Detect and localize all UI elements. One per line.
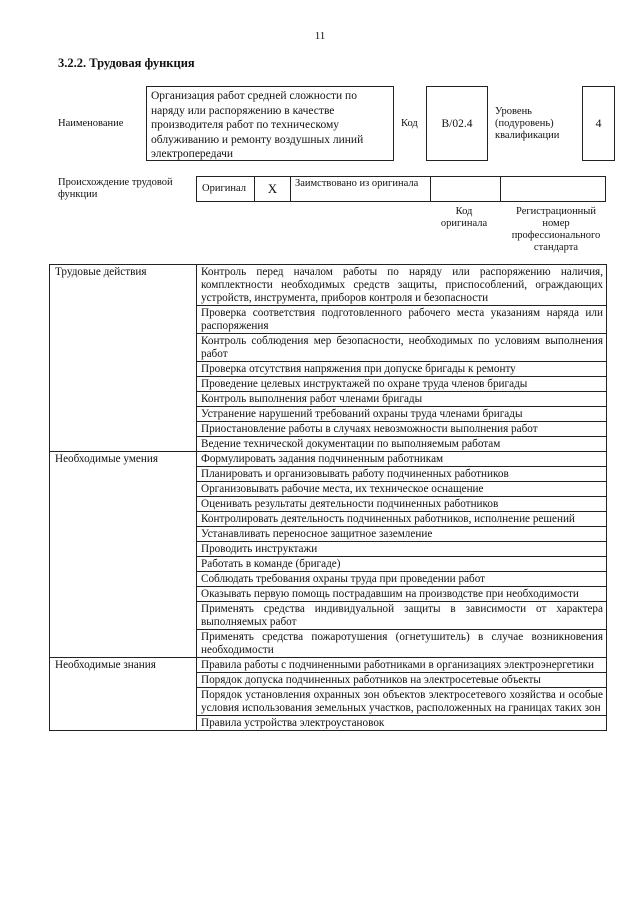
table-row — [50, 265, 607, 306]
table-cell: Применять средства индивидуальной защиты в зависимости от характера выполняемых работ — [197, 602, 607, 630]
table-cell: Проверка соответствия подготовленного рабочего места указаниям наряда или распоряжения — [197, 306, 607, 334]
table-row — [50, 658, 607, 673]
table-cell: Формулировать задания подчиненным работникам — [197, 452, 607, 467]
table-row — [50, 452, 607, 467]
borrowed-label: Заимствовано из оригинала — [291, 177, 431, 201]
reg-number-caption: Регистрационный номер профессионального стандарта — [511, 206, 601, 253]
origin-row — [196, 176, 606, 202]
origin-label: Происхождение трудовой функции — [58, 177, 173, 200]
table-cell: Порядок допуска подчиненных работников на электросетевые объекты — [197, 673, 607, 688]
table-cell: Проверка отсутствия напряжения при допуске бригады к ремонту — [197, 362, 607, 377]
page-number: 11 — [314, 30, 326, 42]
name-label: Наименование — [58, 118, 124, 129]
table-cell: Контроль соблюдения мер безопасности, необходимых по условиям выполнения работ — [197, 334, 607, 362]
table-cell: Контроль перед началом работы по наряду или распоряжению наличия, комплектности необходимых средств защиты, приспособлений, ограждающих устройств, инструмента, приборов контроля и безопасности — [197, 265, 607, 306]
reg-number-cell — [501, 177, 605, 201]
table-cell: Устранение нарушений требований охраны труда членами бригады — [197, 407, 607, 422]
code-original-caption: Код оригинала — [440, 206, 488, 229]
table-cell: Правила работы с подчиненными работниками в организациях электроэнергетики — [197, 658, 607, 673]
function-table — [49, 264, 607, 731]
table-cell: Применять средства пожаротушения (огнетушитель) в случае возникновения необходимости — [197, 630, 607, 658]
table-cell: Контроль выполнения работ членами бригады — [197, 392, 607, 407]
table-cell: Приостановление работы в случаях невозможности выполнения работ — [197, 422, 607, 437]
table-cell: Устанавливать переносное защитное заземление — [197, 527, 607, 542]
table-cell: Проведение целевых инструктажей по охране труда членов бригады — [197, 377, 607, 392]
code-value: B/02.4 — [426, 86, 488, 161]
code-original-cell — [431, 177, 501, 201]
level-value: 4 — [582, 86, 615, 161]
code-label: Код — [401, 118, 418, 129]
table-cell: Ведение технической документации по выполняемым работам — [197, 437, 607, 452]
name-value: Организация работ средней сложности по наряду или распоряжению в качестве производителя работ по техническому облуживанию и ремонту воздушных линий электропередачи — [146, 86, 394, 161]
original-mark: X — [255, 177, 291, 201]
table-cell: Работать в команде (бригаде) — [197, 557, 607, 572]
table-cell: Проводить инструктажи — [197, 542, 607, 557]
table-cell: Организовывать рабочие места, их техническое оснащение — [197, 482, 607, 497]
table-cell: Планировать и организовывать работу подчиненных работников — [197, 467, 607, 482]
table-cell: Контролировать деятельность подчиненных работников, исполнение решений — [197, 512, 607, 527]
table-cell: Соблюдать требования охраны труда при проведении работ — [197, 572, 607, 587]
table-cell: Порядок установления охранных зон объектов электросетевого хозяйства и особые условия использования земельных участков, расположенных на границах таких зон — [197, 688, 607, 716]
table-cell: Оценивать результаты деятельности подчиненных работников — [197, 497, 607, 512]
table-cell: Правила устройства электроустановок — [197, 716, 607, 731]
table-cell: Оказывать первую помощь пострадавшим на производстве при необходимости — [197, 587, 607, 602]
category-required-knowledge: Необходимые знания — [50, 658, 197, 731]
level-label: Уровень (подуровень) квалификации — [495, 106, 560, 141]
section-title: 3.2.2. Трудовая функция — [58, 56, 195, 70]
original-label: Оригинал — [197, 177, 255, 201]
category-labor-actions: Трудовые действия — [50, 265, 197, 452]
category-required-skills: Необходимые умения — [50, 452, 197, 658]
